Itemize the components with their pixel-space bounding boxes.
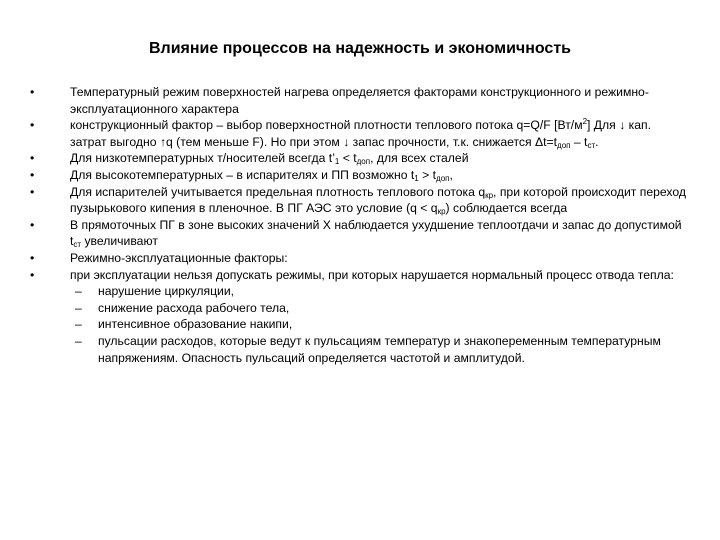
bullet-text: при эксплуатации нельзя допускать режимы, при которых нарушается нормальный процесс отвода тепла: — [70, 267, 674, 282]
sub-item-text: снижение расхода рабочего тела, — [98, 300, 290, 315]
subscript: доп — [436, 173, 450, 183]
bullet-text: ) соблюдается всегда — [445, 201, 568, 216]
bullet-temperature-regime — [30, 84, 690, 117]
sub-item-scale — [70, 316, 690, 333]
sub-item-circulation — [70, 283, 690, 300]
bullet-text: кап. затрат выгодно — [70, 118, 651, 149]
bullet-text: . — [595, 134, 599, 149]
arrow-down-icon: ↓ — [343, 134, 350, 149]
bullet-text: < t — [339, 151, 357, 166]
dash-marker: – — [75, 333, 82, 348]
subscript: 1 — [414, 173, 419, 183]
subscript: доп — [356, 157, 371, 167]
bullet-text: q (тем меньше F). Но при этом — [165, 134, 344, 149]
subscript: кр — [485, 190, 494, 200]
sub-item-text: интенсивное образование накипи, — [98, 317, 293, 332]
bullet-text: , для всех сталей — [370, 151, 469, 166]
slide-title: Влияние процессов на надежность и экономичность — [149, 40, 571, 57]
bullet-text: – t — [570, 134, 588, 149]
bullet-text: , — [449, 167, 453, 182]
bullet-text: конструкционный фактор – выбор поверхностной плотности теплового потока q=Q/F [Вт/м — [70, 118, 583, 133]
bullet-text: Для испарителей учитывается предельная плотность теплового потока q — [70, 184, 486, 199]
bullet-text: ] Для — [587, 118, 620, 133]
bullet-operational-factors — [30, 250, 690, 267]
bullet-low-temperature — [30, 150, 690, 167]
bullet-evaporators — [30, 184, 690, 217]
bullet-text: Для высокотемпературных – в испарителях и ПП возможно t — [70, 167, 415, 182]
bullet-text: В прямоточных ПГ в зоне высоких значений X наблюдается ухудшение теплоотдачи и запас до допустимой t — [70, 217, 682, 249]
dash-marker: – — [75, 317, 82, 332]
bullet-high-temperature — [30, 167, 690, 184]
bullet-text: запас прочности, т.к. снижается Δt=t — [349, 134, 558, 149]
bullet-list — [30, 84, 690, 366]
bullet-design-factor — [30, 117, 690, 150]
bullet-text: > t — [418, 167, 437, 182]
arrow-down-icon: ↓ — [619, 118, 626, 133]
subscript: кр — [437, 207, 446, 217]
bullet-text: Температурный режим поверхностей нагрева определяется факторами конструкционного и режимно-эксплуатационного характера — [70, 85, 649, 116]
sub-list — [70, 283, 690, 366]
sub-item-pulsations — [70, 333, 690, 366]
subscript: 1 — [334, 157, 340, 167]
subscript: ст — [587, 140, 596, 150]
subscript: ст — [73, 240, 82, 250]
superscript: 2 — [582, 117, 588, 127]
arrow-up-icon: ↑ — [159, 134, 166, 149]
subscript: доп — [557, 140, 571, 150]
bullet-text: Режимно-эксплуатационные факторы: — [70, 250, 288, 265]
sub-item-text: пульсации расходов, которые ведут к пульсациям температур и знакопеременным температурным напряжениям. Опасность пульсаций определяется частотой и амплитудой. — [98, 333, 661, 365]
sub-item-text: нарушение циркуляции, — [98, 284, 235, 299]
bullet-operation-modes — [30, 267, 690, 367]
dash-marker: – — [75, 284, 82, 299]
bullet-text: Для низкотемпературных т/носителей всегда t’ — [70, 151, 335, 166]
bullet-once-through — [30, 217, 690, 250]
slide-content — [30, 84, 690, 366]
bullet-text: , при которой происходит переход пузырькового кипения в пленочное. В ПГ АЭС это условие (q < q — [70, 184, 686, 216]
dash-marker: – — [75, 300, 82, 315]
bullet-text: увеличивают — [81, 234, 158, 249]
sub-item-flow-reduction — [70, 300, 690, 317]
